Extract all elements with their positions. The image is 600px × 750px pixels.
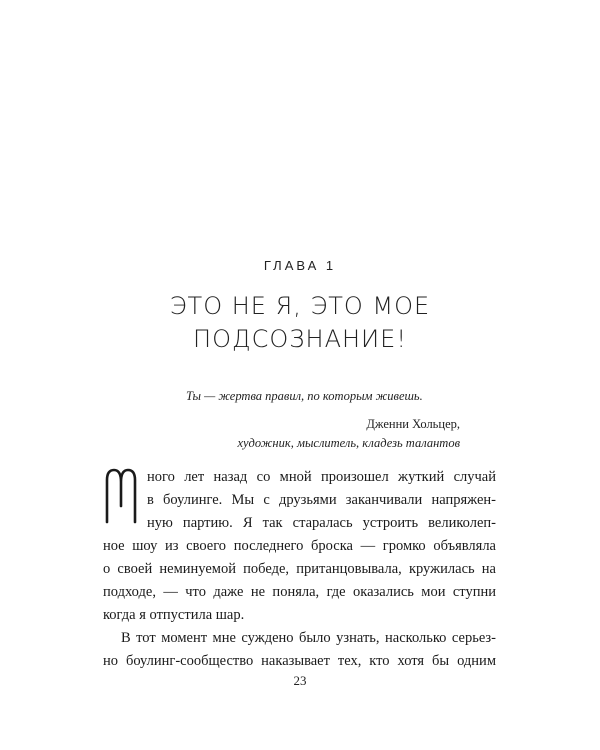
body-line-2: в боулинге. Мы с друзьями заканчивали напряжен-	[147, 492, 496, 508]
chapter-title-line-1: ЭТО НЕ Я, ЭТО МОЕ	[169, 292, 431, 320]
chapter-title	[0, 290, 600, 356]
chapter-label: ГЛАВА 1	[263, 258, 337, 273]
page-number: 23	[293, 673, 307, 688]
epigraph-attribution	[237, 415, 460, 453]
body-line-7: когда я отпустила шар.	[103, 607, 245, 623]
body-line-1: ного лет назад со мной произошел жуткий случай	[147, 469, 496, 485]
dropcap-letter	[103, 466, 139, 524]
epigraph-author: Дженни Хольцер,	[366, 417, 460, 431]
body-line-9: но боулинг-сообщество наказывает тех, кто хотя бы одним	[103, 653, 496, 669]
body-line-6: подходе, — что даже не поняла, где оказались мои ступни	[103, 584, 496, 600]
epigraph-author-role: художник, мыслитель, кладезь талантов	[237, 436, 460, 450]
body-line-3: ную партию. Я так старалась устроить великолеп-	[147, 515, 496, 531]
epigraph-quote: Ты — жертва правил, по которым живешь.	[186, 389, 423, 403]
body-line-5: о своей неминуемой победе, пританцовывала, кружилась на	[103, 561, 496, 577]
chapter-title-line-2: ПОДСОЗНАНИЕ!	[193, 325, 407, 353]
body-line-4: ное шоу из своего последнего броска — громко объявляла	[103, 538, 496, 554]
body-line-8: В тот момент мне суждено было узнать, насколько серьез-	[121, 630, 496, 646]
